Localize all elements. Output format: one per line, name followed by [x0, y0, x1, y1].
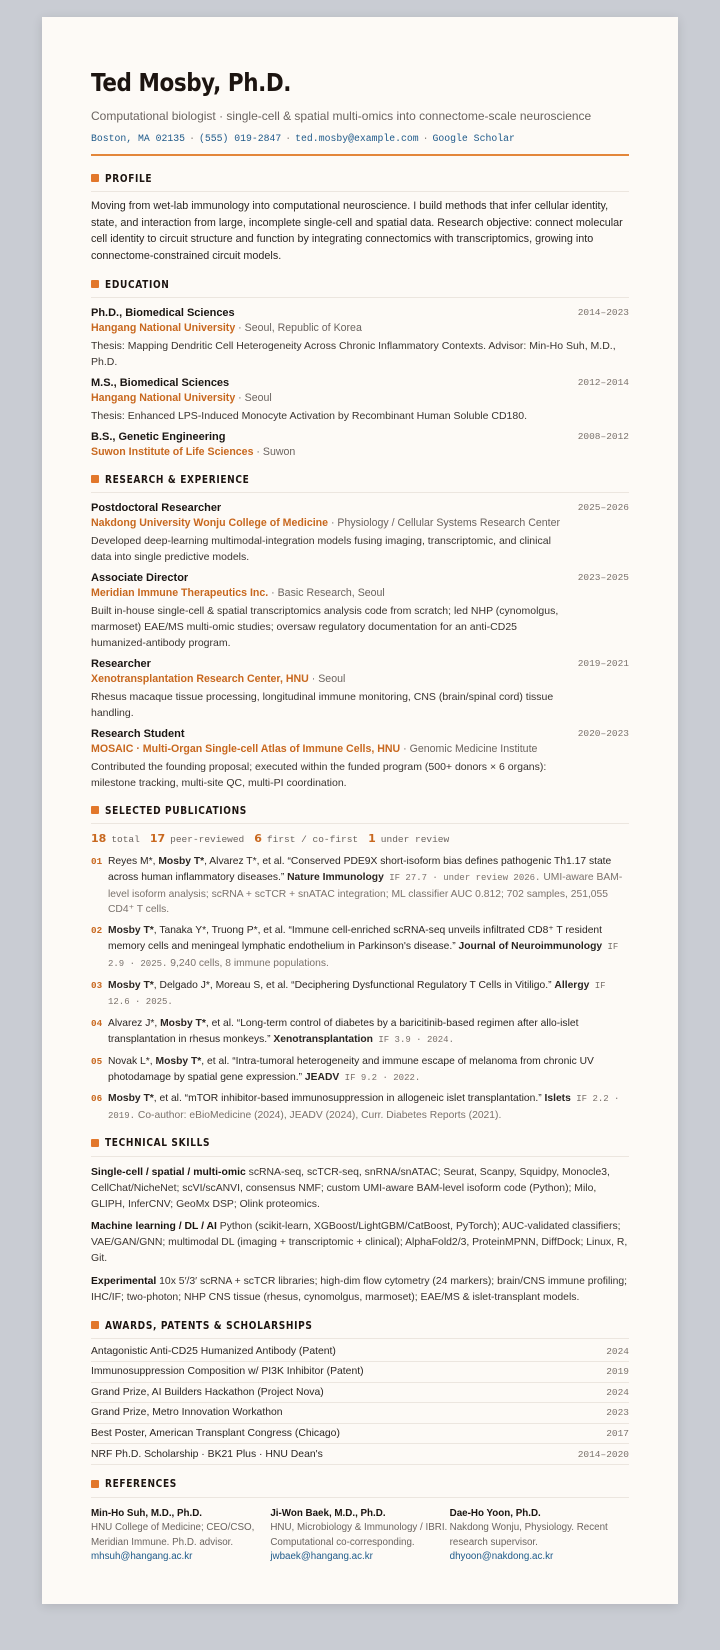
publication-journal: Nature Immunology: [287, 871, 384, 883]
publication-self-author: Mosby T*: [108, 979, 154, 991]
publication-item: [91, 978, 629, 1012]
reference-email-link[interactable]: mhsuh@hangang.ac.kr: [91, 1551, 193, 1563]
publication-journal: JEADV: [304, 1071, 340, 1083]
section-title: TECHNICAL SKILLS: [105, 1136, 211, 1150]
institution-line: [91, 445, 629, 460]
stat-group: [254, 832, 358, 845]
publication-meta: IF 12.6 · 2025.: [108, 980, 606, 1008]
publication-authors-pre: Novak L*,: [108, 1055, 156, 1067]
skills-list: [91, 1165, 629, 1305]
reference-item: [91, 1507, 270, 1565]
role-title: Researcher: [91, 658, 151, 670]
reference-email-link[interactable]: jwbaek@hangang.ac.kr: [270, 1551, 373, 1563]
tagline: Computational biologist · single-cell & spatial multi-omics into connectome-scale neuroscience: [91, 109, 592, 123]
publication-number: 03: [91, 979, 103, 991]
organization-location: · Basic Research, Seoul: [268, 587, 385, 599]
award-row: [91, 1341, 629, 1362]
entry-description: Rhesus macaque tissue processing, longitudinal immune monitoring, CNS (brain/spinal cord) tissue handling.: [91, 691, 554, 719]
section-title: REFERENCES: [105, 1477, 177, 1491]
skill-item: [91, 1165, 629, 1212]
entry-description: Contributed the founding proposal; executed within the funded program (500+ donors × 6 organs): milestone tracking, multi-site QC, multi-PI coordination.: [91, 761, 547, 789]
organization-name: Nakdong University Wonju College of Medicine: [91, 517, 329, 529]
publication-notes: UMI-aware BAM-level isoform analysis; scRNA + scTCR + snATAC integration; ML classifier AUC 0.812; 702 samples, 251,055 CD4⁺ T cells.: [108, 871, 623, 916]
role-title: Associate Director: [91, 572, 189, 584]
award-row: [91, 1403, 629, 1424]
skill-item: [91, 1274, 629, 1306]
section-title: EDUCATION: [105, 277, 170, 291]
awards-list: [91, 1341, 629, 1465]
entry-date: 2025–2026: [577, 502, 629, 513]
stat-number: 6: [254, 832, 262, 845]
award-name: Immunosuppression Composition w/ PI3K Inhibitor (Patent): [91, 1366, 364, 1378]
degree-title: Ph.D., Biomedical Sciences: [91, 307, 235, 319]
award-name: Grand Prize, AI Builders Hackathon (Project Nova): [91, 1386, 324, 1398]
organization-name: Meridian Immune Therapeutics Inc.: [91, 587, 269, 599]
experience-list: [91, 501, 629, 791]
publication-self-author: Mosby T*: [155, 1055, 202, 1067]
section-awards: [91, 1312, 629, 1339]
award-year: 2024: [606, 1345, 629, 1357]
section-title: RESEARCH & EXPERIENCE: [105, 472, 250, 486]
stat-number: 18: [91, 832, 107, 845]
award-name: NRF Ph.D. Scholarship · BK21 Plus · HNU Dean's: [91, 1448, 323, 1460]
stat-group: [150, 832, 244, 845]
name-heading: Ted Mosby, Ph.D.: [91, 68, 291, 97]
organization-location: · Seoul: [308, 673, 346, 685]
stat-label: peer-reviewed: [170, 834, 245, 845]
publication-number: 06: [91, 1093, 103, 1105]
publication-self-author: Mosby T*: [160, 1018, 206, 1030]
publication-title: , et al. “Long-term control of diabetes by a baricitinib-based regimen after allo-islet transplantation in rhesus monkeys.”: [108, 1018, 579, 1045]
institution-location: · Seoul: [235, 392, 272, 404]
publication-title: , et al. “Intra-tumoral heterogeneity and immune escape of melanoma from chronic UV photodamage by spatial gene expression.”: [108, 1055, 594, 1083]
phone: (555) 019-2847: [198, 133, 282, 144]
entry-date: 2014–2023: [577, 307, 629, 318]
skill-text: 10x 5′/3′ scRNA + scTCR libraries; high-dim flow cytometry (24 markers); brain/CNS immune profiling; IHC/IF; two-photon; NHP CNS tissue (rhesus, cynomolgus, marmoset); EAE/MS & islet-transplant models.: [91, 1275, 628, 1303]
publication-journal: Islets: [544, 1093, 571, 1105]
experience-entry: [91, 727, 629, 791]
institution-location: · Seoul, Republic of Korea: [235, 322, 362, 334]
separator: ·: [285, 133, 292, 144]
section-experience: [91, 466, 629, 493]
reference-description: HNU College of Medicine; CEO/CSO, Meridian Immune. Ph.D. advisor.: [91, 1522, 255, 1548]
publication-meta: IF 2.2 · 2019.: [108, 1094, 620, 1122]
entry-date: 2020–2023: [577, 728, 629, 739]
reference-name: Dae-Ho Yoon, Ph.D.: [449, 1507, 541, 1519]
organization-location: · Physiology / Cellular Systems Research Center: [328, 517, 560, 529]
publication-journal: Xenotransplantation: [273, 1033, 373, 1045]
stat-label: under review: [380, 834, 450, 845]
publication-item: [91, 1016, 629, 1049]
publication-number: 05: [91, 1055, 103, 1067]
reference-description: HNU, Microbiology & Immunology / IBRI. Computational co-corresponding.: [270, 1522, 448, 1548]
institution-name: Suwon Institute of Life Sciences: [91, 446, 254, 458]
reference-description: Nakdong Wonju, Physiology. Recent research supervisor.: [449, 1522, 608, 1548]
skill-text: scRNA-seq, scTCR-seq, snRNA/snATAC; Seurat, Scanpy, Squidpy, Monocle3, CellChat/NicheNet; scVI/scANVI, consensus NMF; custom UMI-aware BAM-level isoform code (Python); Milo, GLIPH, InferCNV; GeoMx DSP; Olink proteomics.: [91, 1166, 610, 1210]
section-publications: [91, 797, 629, 824]
publication-list: [91, 854, 629, 1125]
institution-location: · Suwon: [253, 446, 296, 458]
education-list: [91, 306, 629, 460]
award-year: 2017: [606, 1428, 629, 1439]
publication-item: [91, 854, 629, 918]
reference-email-link[interactable]: dhyoon@nakdong.ac.kr: [449, 1551, 554, 1563]
section-marker-icon: [91, 280, 99, 288]
award-year: 2023: [606, 1407, 629, 1419]
entry-date: 2023–2025: [577, 572, 629, 583]
role-title: Postdoctoral Researcher: [91, 502, 222, 514]
publication-stats: [91, 832, 629, 845]
entry-date: 2008–2012: [577, 431, 629, 442]
publication-self-author: Mosby T*: [108, 1093, 154, 1105]
award-year: 2024: [606, 1386, 629, 1398]
publication-notes: Co-author: eBioMedicine (2024), JEADV (2024), Curr. Diabetes Reports (2021).: [135, 1110, 502, 1122]
stat-number: 17: [149, 832, 166, 845]
award-name: Grand Prize, Metro Innovation Workathon: [91, 1407, 283, 1419]
section-marker-icon: [91, 1139, 99, 1147]
organization-location: · Genomic Medicine Institute: [400, 743, 538, 755]
skill-item: [91, 1219, 629, 1266]
publication-number: 01: [91, 856, 103, 867]
stat-label: first / co-first: [266, 834, 359, 845]
section-references: [91, 1471, 629, 1498]
publication-notes: 9,240 cells, 8 immune populations.: [167, 957, 329, 969]
stat-group: [91, 832, 140, 845]
resume-page: [42, 17, 678, 1604]
award-row: [91, 1383, 629, 1404]
institution-name: Hangang National University: [91, 322, 236, 334]
section-marker-icon: [91, 475, 99, 483]
section-marker-icon: [91, 1480, 99, 1488]
award-year: 2014–2020: [577, 1448, 629, 1460]
publication-meta: IF 9.2 · 2022.: [339, 1072, 421, 1083]
section-marker-icon: [91, 806, 99, 814]
profile-text: Moving from wet-lab immunology into computational neuroscience. I build methods that infer cellular identity, state, and interaction from large, incomplete single-cell and spatial data. Research objective: connect molecular cell identity to circuit structure and function by integrating connectomics with transcriptomics, growing into connectome-constrained circuit models.: [91, 200, 623, 262]
organization-line: [91, 672, 629, 687]
publication-number: 04: [91, 1018, 103, 1030]
experience-entry: [91, 501, 629, 565]
publication-meta: IF 27.7 · under review 2026.: [383, 872, 541, 883]
organization-line: [91, 516, 629, 531]
publication-title: , Alvarez T*, et al. “Conserved PDE9X short-isoform bias defines pathogenic Th1.17 state across human inflammatory diseases.”: [108, 856, 612, 883]
publication-number: 02: [91, 925, 103, 937]
publication-self-author: Mosby T*: [108, 925, 154, 937]
reference-name: Min-Ho Suh, M.D., Ph.D.: [91, 1507, 203, 1519]
publication-authors-pre: Reyes M*,: [108, 856, 159, 867]
skill-text: Python (scikit-learn, XGBoost/LightGBM/CatBoost, PyTorch); AUC-validated classifiers; VAE/GAN/GNN; multimodal DL (imaging + transcriptomic + clinical); AlphaFold2/3, ProteinMPNN, DiffDock; Linux, R, Git.: [91, 1221, 628, 1264]
organization-line: [91, 586, 629, 601]
stat-group: [368, 832, 449, 845]
institution-line: [91, 391, 629, 406]
publication-authors-pre: Alvarez J*,: [108, 1018, 161, 1030]
entry-description: Developed deep-learning multimodal-integration models fusing imaging, transcriptomic, and clinical data into single predictive models.: [91, 535, 551, 563]
publication-title: , et al. “mTOR inhibitor-based immunosuppression in allogeneic islet transplantation.”: [153, 1093, 545, 1105]
publication-title: , Delgado J*, Moreau S, et al. “Deciphering Dysfunctional Regulatory T Cells in Vitiligo.”: [153, 979, 555, 991]
separator: ·: [189, 133, 195, 144]
email-link[interactable]: ted.mosby@example.com: [295, 133, 419, 144]
contact-line: [91, 133, 629, 144]
role-title: Research Student: [91, 728, 185, 740]
stat-number: 1: [368, 832, 376, 845]
entry-date: 2019–2021: [577, 658, 629, 669]
organization-name: Xenotransplantation Research Center, HNU: [91, 673, 309, 685]
section-profile: [91, 165, 629, 192]
skill-label: Machine learning / DL / AI: [91, 1221, 217, 1233]
section-marker-icon: [91, 174, 99, 182]
publication-journal: Journal of Neuroimmunology: [458, 940, 603, 952]
award-row: [91, 1444, 629, 1465]
institution-name: Hangang National University: [91, 392, 236, 404]
entry-description: Thesis: Enhanced LPS-Induced Monocyte Activation by Recombinant Human Soluble CD180.: [91, 410, 527, 422]
award-name: Best Poster, American Transplant Congress (Chicago): [91, 1428, 340, 1439]
institution-line: [91, 321, 629, 336]
award-row: [91, 1424, 629, 1445]
scholar-link[interactable]: Google Scholar: [432, 133, 515, 144]
publication-meta: IF 3.9 · 2024.: [372, 1034, 454, 1045]
publication-meta: IF 2.9 · 2025.: [108, 941, 619, 969]
reference-item: [270, 1507, 449, 1565]
reference-item: [450, 1507, 629, 1565]
reference-name: Ji-Won Baek, M.D., Ph.D.: [270, 1507, 386, 1519]
section-skills: [91, 1130, 629, 1157]
organization-name: MOSAIC · Multi-Organ Single-cell Atlas of Immune Cells, HNU: [91, 743, 401, 755]
award-name: Antagonistic Anti-CD25 Humanized Antibody (Patent): [91, 1345, 336, 1357]
education-entry: [91, 376, 629, 424]
education-entry: [91, 306, 629, 370]
stat-label: total: [111, 834, 140, 845]
degree-title: B.S., Genetic Engineering: [91, 431, 226, 443]
references-list: [91, 1507, 629, 1565]
section-title: AWARDS, PATENTS & SCHOLARSHIPS: [105, 1318, 313, 1332]
organization-line: [91, 742, 629, 757]
section-title: SELECTED PUBLICATIONS: [105, 803, 247, 817]
section-education: [91, 271, 629, 298]
degree-title: M.S., Biomedical Sciences: [91, 377, 230, 389]
skill-label: Experimental: [91, 1275, 157, 1287]
experience-entry: [91, 571, 629, 651]
award-year: 2019: [606, 1366, 629, 1378]
skill-label: Single-cell / spatial / multi-omic: [91, 1166, 246, 1178]
publication-item: [91, 1091, 629, 1125]
header-rule: [91, 154, 629, 156]
separator: ·: [422, 133, 429, 144]
publication-item: [91, 923, 629, 972]
publication-self-author: Mosby T*: [158, 856, 205, 867]
experience-entry: [91, 657, 629, 721]
entry-date: 2012–2014: [577, 377, 629, 388]
section-title: PROFILE: [105, 171, 153, 185]
entry-description: Built in-house single-cell & spatial transcriptomics analysis code from scratch; led NHP (cynomolgus, marmoset) EAE/MS multi-omic studies; oversaw regulatory documentation for an anti-CD25 humanized-antibody program.: [91, 605, 559, 649]
publication-item: [91, 1054, 629, 1087]
address: Boston, MA 02135: [91, 133, 186, 144]
publication-title: , Tanaka Y*, Truong P*, et al. “Immune cell-enriched scRNA-seq unveils infiltrated CD8⁺ T resident memory cells and meningeal lymphatic endothelium in Parkinson's disease.”: [108, 925, 603, 952]
section-marker-icon: [91, 1321, 99, 1329]
award-row: [91, 1362, 629, 1383]
publication-journal: Allergy: [554, 979, 590, 991]
education-entry: [91, 430, 629, 460]
entry-description: Thesis: Mapping Dendritic Cell Heterogeneity Across Chronic Inflammatory Contexts. Advisor: Min-Ho Suh, M.D., Ph.D.: [91, 340, 616, 368]
